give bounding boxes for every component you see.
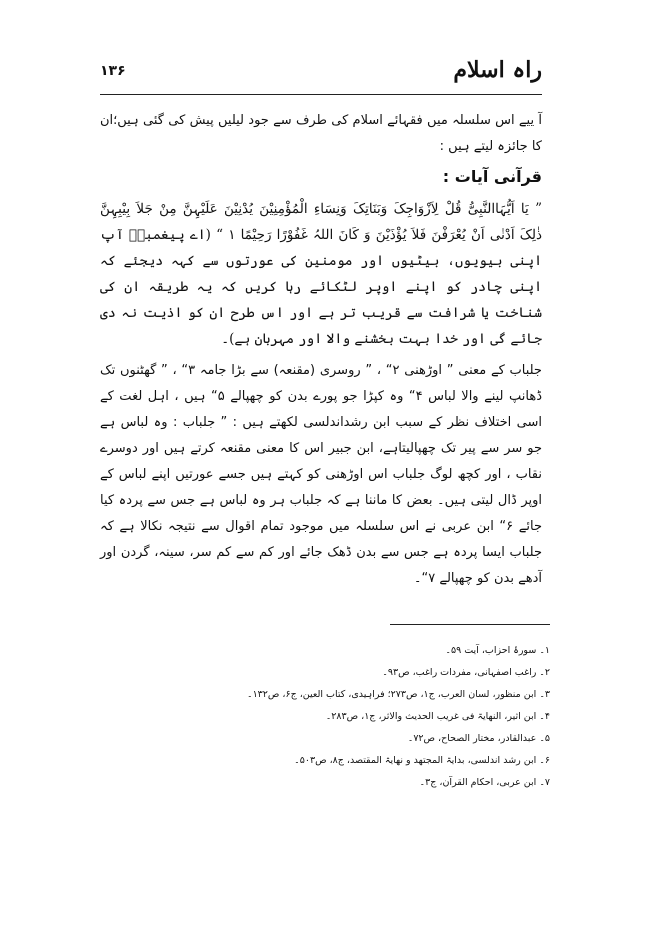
verse-paragraph: ” یَا اَیُّہَاالنَّبِیُّ قُلْ لِاَزْوَاجِکَ وَبَنَاتِکَ وَنِسَاءِ الْمُؤْمِنِیْنَ یُدْنِیْنَ عَلَیْہِنَّ مِنْ جَلاَ بِیْبِہِنَّ ذٰلِکَ اَدْنٰی اَنْ یُعْرَفْنَ فَلاَ یُؤْذَیْنَ وَ کَانَ اللہُ غَفُوْرًا رَحِیْمًا ۱ “ (اے پیغمبرؐ آپ اپنی بیویوں، بیٹیوں اور مومنین کی عورتوں سے کہہ دیجئے کہ اپنی چادر کو اپنے اوپر لٹکائے رہا کریں کہ یہ طریقہ ان کی شناخت یا شرافت سے قریب تر ہے اور اس طرح ان کو اذیت نہ دی جائے گی اور خدا بہت بخشنے والا اور مہربان ہے)۔ [100, 201, 542, 347]
footnote: ۶۔ ابن رشد اندلسی، بدایۃ المجتھد و نھایۃ المقتصد، ج۸، ص۵۰۳۔ [294, 755, 550, 766]
section-heading: قرآنی آیات : [442, 167, 542, 186]
intro-paragraph: آ ییے اس سلسلہ میں فقہائے اسلام کی طرف سے جود لیلیں پیش کی گئی ہیں؛ان کا جائزہ لیتے ہیں : [100, 113, 542, 154]
footnote: ۳۔ ابن منظور، لسان العرب، ج۱، ص۲۷۳؛ فراہیدی، کتاب العین، ج۶، ص۱۳۲۔ [246, 689, 550, 700]
body-paragraph: جلباب کے معنی ” اوڑھنی ۲“ ، ” روسری (مقنعہ) سے بڑا جامہ ۳“ ، ” گھٹنوں تک ڈھانپ لینے والا لباس ۴“ وہ کپڑا جو پورے بدن کو چھپالے ۵“ ہیں ، اہل لغت کے اسی اختلاف نظر کے سبب ابن رشداندلسی لکھتے ہیں : ” جلباب : وہ لباس ہے جو سر سے پیر تک چھپالیتاہے، ابن جبیر اس کا معنی مقنعہ کرتے ہیں اور دوسرے نقاب ، اور کچھ لوگ جلباب اس اوڑھنی کو کہتے ہیں جسے عورتیں اپنے لباس کے اوپر ڈال لیتی ہیں۔ بعض کا ماننا ہے کہ جلباب ہر وہ لباس ہے جس سے پردہ کیا جائے ۶“ ابن عربی نے اس سلسلہ میں موجود تمام اقوال سے نتیجہ نکالا ہے کہ جلباب ایسا پردہ ہے جس سے بدن ڈھک جائے اور کم سے کم سر، سینہ، گردن اور آدھے بدن کو چھپالے ۷“۔ [100, 363, 542, 586]
footnote-divider [390, 624, 550, 625]
book-title: راہ اسلام [453, 57, 542, 83]
page-body [100, 108, 542, 598]
page-number: ۱۳۶ [100, 63, 126, 79]
header-divider [100, 94, 542, 95]
footnote: ۷۔ ابن عربی، احکام القرآن، ج۳۔ [419, 777, 550, 788]
footnote: ۲۔ راغب اصفہانی، مفردات راغب، ص۹۳۔ [382, 667, 550, 678]
footnote: ۴۔ ابن اثیر، النھایۃ فی غریب الحدیث والاثر، ج۱، ص۲۸۳۔ [325, 711, 550, 722]
page-header [100, 55, 542, 95]
footnotes-list [108, 640, 550, 794]
footnote: ۵۔ عبدالقادر، مختار الصحاح، ص۷۲۔ [407, 733, 550, 744]
footnote: ۱۔ سورۂ احزاب، آیت ۵۹۔ [445, 645, 550, 656]
